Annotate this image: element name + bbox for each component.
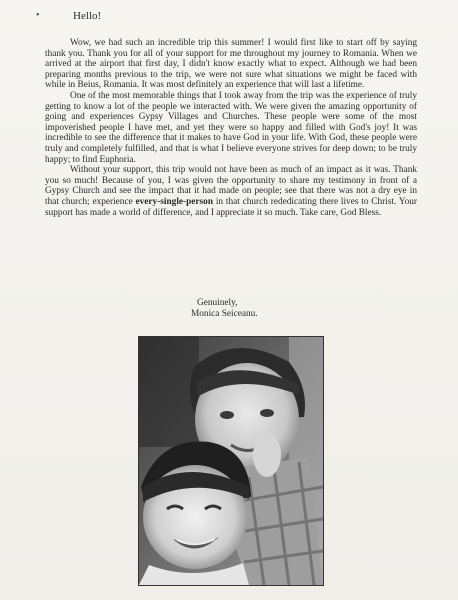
children-photo [138, 336, 324, 586]
children-photo-illustration [139, 337, 323, 585]
paragraph-2: One of the most memorable things that I took away from the trip was the experience of truly getting to know a lot of the people we interacted with. We were given the amazing opportunity of going and experiences Gypsy Villages and Churches. These people were some of the most impoverished people I have met, and yet they were so happy and filled with God's joy! It was incredible to see the difference that it makes to have God in your life. With God, these people were truly and completely fulfilled, and that is what I believe everyone strives for deep down; to be truly happy; to find Euphoria. [45, 90, 417, 165]
paragraph-3 [45, 165, 417, 218]
bullet-mark: • [36, 10, 40, 21]
paragraph-3-start: Without your support, this trip would not have been as much of an impact as it was. Thank you so much! Because of you, I was given the opportunity to share my testimony in front of a Gypsy Church and see the impact that it had made on people; see that there was not a dry eye in that church; experience [45, 165, 417, 207]
paragraph-3-end: in that church rededicating there lives to Christ. Your support has made a world of difference, and I appreciate it so much. Take care, God Bless. [45, 196, 418, 218]
signature-name: Monica Seiceanu. [191, 309, 258, 319]
closing: Genuinely, [197, 298, 238, 308]
paragraph-1: Wow, we had such an incredible trip this summer! I would first like to start off by saying thank you. Thank you for all of your support for me throughout my journey to Romania. When we arrived at the airport that first day, I didn't know exactly what to expect. Although we had been preparing months previous to the trip, we were not sure what situations we might be faced with while in Beius, Romania. It was most definitely an experience that will last a lifetime. [45, 38, 417, 91]
letter-body [45, 38, 417, 218]
signoff [191, 298, 258, 320]
paragraph-3-emphasis: every-single-person [135, 196, 213, 207]
greeting: Hello! [73, 10, 102, 22]
